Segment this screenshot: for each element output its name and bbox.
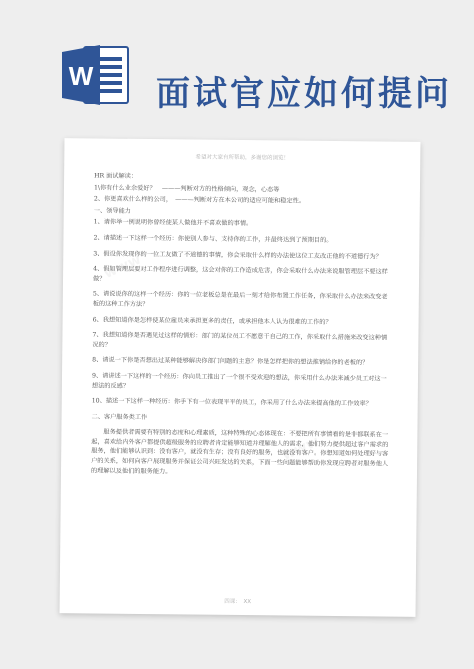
paragraph: 3、假设你发现你的一位工友做了不道德的事情，你会采取什么样的办法使这位工友改正他的不道德行为？ bbox=[93, 250, 382, 261]
paragraph: 9、请讲述一下这样的一个经历：你向员工推出了一个很不受欢迎的想法，你采用什么办法来减少员工对这一想法的反感？ bbox=[91, 372, 387, 390]
paragraph: 2、请描述一下这样一个经历：你使别人参与、支持你的工作，并最终达到了预期目的。 bbox=[93, 234, 333, 244]
paragraph: 5、请说说你的这样一个经历：你的一位老板总是在最后一刻才给你布置工作任务，你采取什么办法来改变老板的这种工作方法？ bbox=[92, 290, 388, 308]
top-note: 希望对大家有所帮助，多谢您的浏览！ bbox=[195, 154, 290, 162]
header bbox=[0, 0, 474, 118]
paragraph: 10、描述一下这样一种经历：你手下有一位表现平平的员工，你采用了什么办法来提高他的工作效率？ bbox=[91, 397, 372, 408]
paragraph: 7、我想知道你是否遇见过这样的情形：部门的某位员工不愿意干自己的工作，你采取什么措施来改变这种情况的？ bbox=[92, 331, 388, 349]
paragraph: 2、你更喜欢什么样的公司， ———判断对方在本公司的适应可能和稳定性。 bbox=[93, 195, 306, 205]
document-body bbox=[61, 161, 420, 479]
paragraph: 4、假如管理层要对工作程序进行调整，这会对你的工作造成危害，你会采取什么办法来说服管理层不要这样做？ bbox=[92, 265, 388, 283]
paragraph: 1、请你举一例说明你曾经使某人做他并不喜欢做的事情。 bbox=[93, 218, 253, 228]
section-heading: 一、领导能力 bbox=[93, 207, 131, 215]
logo-letter: W bbox=[68, 61, 94, 91]
paragraph: 8、请说一下你是否想出过某种能够解决你部门问题的主意？你是怎样把你的想法推销给你的老板的？ bbox=[92, 356, 369, 367]
paragraph: 服务提供者需要有特别的态度和心理素质，这种特殊的心态体现在：不要把所有事情看的是非都联系在一起，喜欢给内外客户都提供超级服务的应聘者肯定能够知道并理解他人的需求，他们努力提供超过客户需求的服务，他们能够认识到：没有客户，就没有生存；没有良好的服务，也就没有客户。你想知道如何处理好与客户的关系，如何向客户展现服务并保证公司兴旺发达的关系，下面一些问题能够帮助你发现应聘者对服务他人的理解以及他们的服务能力。 bbox=[90, 428, 389, 475]
paragraph: 6、我想知道你是怎样使某位雇员来承担更多的责任，或承担他本人认为很难的工作的？ bbox=[92, 315, 332, 326]
page-footer: 四课： XX bbox=[224, 598, 252, 606]
word-document-icon bbox=[62, 43, 130, 107]
section-heading: 二、客户服务类工作 bbox=[91, 413, 148, 421]
paragraph: 1\你有什么业余爱好？ ———判断对方的性格倾向，观念，心态等 bbox=[93, 184, 280, 193]
page-title: 面试官应如何提问 bbox=[156, 74, 452, 114]
paragraph: HR 面试解读： bbox=[94, 172, 138, 180]
document-page bbox=[60, 138, 421, 617]
